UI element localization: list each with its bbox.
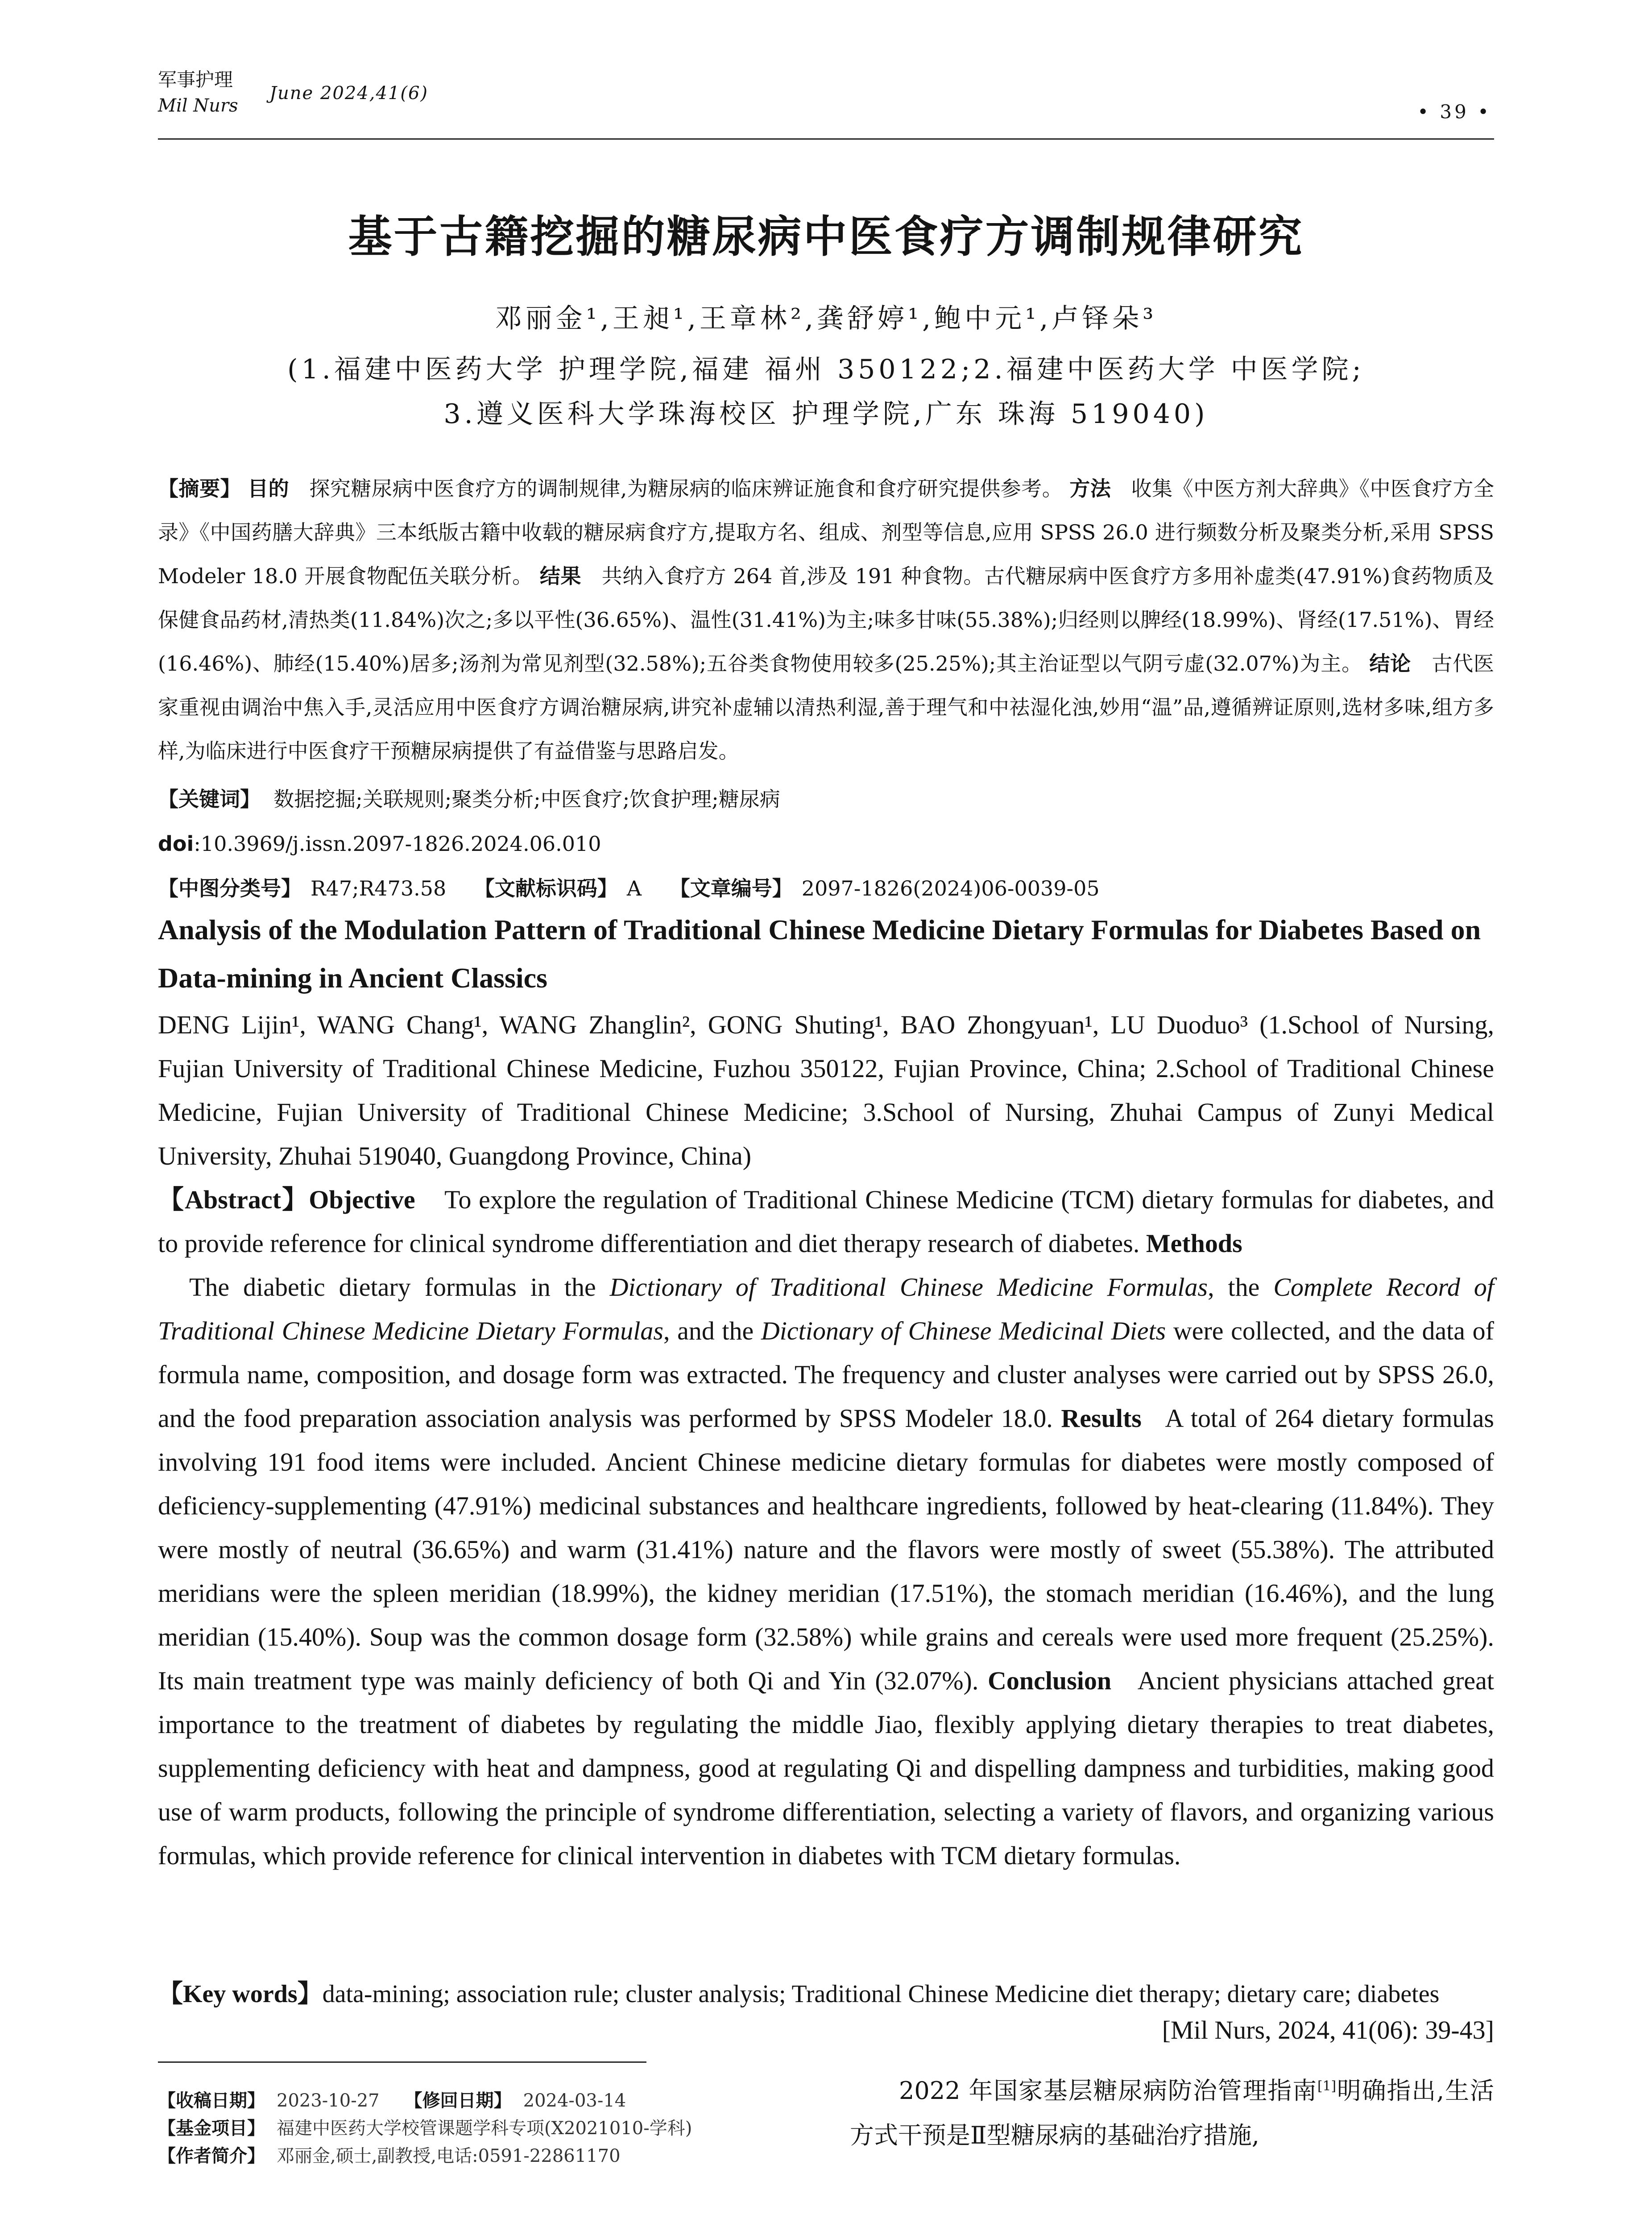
body-text-a: 2022 年国家基层糖尿病防治管理指南 [899, 2077, 1317, 2105]
author-bio-label: 【作者简介】 [158, 2146, 265, 2166]
received-label: 【收稿日期】 [158, 2090, 265, 2111]
affiliation-cn-line-2: 3.遵义医科大学珠海校区 护理学院,广东 珠海 519040) [443, 398, 1209, 430]
methods-cn-text: 收集《中医方剂大辞典》《中医食疗方全录》《中国药膳大辞典》三本纸版古籍中收载的糖尿病食疗方,提取方名、组成、剂型等信息,应用 SPSS 26.0 进行频数分析及聚类分析,采用 SPSS Modeler 18.0 开展食物配伍关联分析。 [158, 477, 1495, 588]
article-title-cn: 基于古籍挖掘的糖尿病中医食疗方调制规律研究 [348, 211, 1304, 262]
keywords-cn-text: 数据挖掘;关联规则;聚类分析;中医食疗;饮食护理;糖尿病 [273, 787, 780, 811]
methods-cn-label: 方法 [1069, 477, 1111, 501]
keywords-en-label: 【Key words】 [158, 1980, 323, 2008]
conclusion-cn-label: 结论 [1369, 651, 1412, 676]
authors-cn: 邓丽金¹,王昶¹,王章林²,龚舒婷¹,鲍中元¹,卢铎朵³ [495, 303, 1157, 334]
revised-label: 【修回日期】 [404, 2090, 512, 2111]
abstract-en [158, 1178, 1494, 1878]
methods-en-text-4: were collected, and the data of formula name, composition, and dosage form was extracted. The frequency and cluster analyses were carried out by SPSS 26.0, and the food preparation association analysis was performed by SPSS Modeler 18.0. [158, 1316, 1494, 1433]
doi-value: :10.3969/j.issn.2097-1826.2024.06.010 [194, 832, 601, 856]
results-en-text: A total of 264 dietary formulas involving 191 food items were included. Ancient Chinese medicine dietary formulas for diabetes were mostly composed of deficiency-supplementing (47.91%) medicinal substances and healthcare ingredients, followed by heat-clearing (11.84%). They were mostly of neutral (36.65%) and warm (31.41%) nature and the flavors were mostly of sweet (55.38%). The attributed meridians were the spleen meridian (18.99%), the kidney meridian (17.51%), the stomach meridian (16.46%), and the lung meridian (15.40%). Soup was the common dosage form (32.58%) while grains and cereals were used more frequent (25.25%). Its main treatment type was mainly deficiency of both Qi and Yin (32.07%). [158, 1404, 1494, 1695]
methods-en-text-3: , and the [663, 1316, 761, 1345]
methods-en-text-1: The diabetic dietary formulas in the [189, 1273, 610, 1302]
classification-line [158, 867, 1494, 910]
page-number: • 39 • [1417, 101, 1491, 123]
journal-name-cn: 军事护理 [158, 69, 233, 91]
authors-affiliations-en: DENG Lijin¹, WANG Chang¹, WANG Zhanglin², GONG Shuting¹, BAO Zhongyuan¹, LU Duoduo³ (1.School of Nursing, Fujian University of Traditional Chinese Medicine, Fuzhou 350122, Fujian Province, China; 2.School of Traditional Chinese Medicine, Fujian University of Traditional Chinese Medicine; 3.School of Nursing, Zhuhai Campus of Zunyi Medical University, Zhuhai 519040, Guangdong Province, China) [158, 1010, 1494, 1170]
objective-cn-label: 目的 [248, 477, 290, 501]
methods-en-text-2: , the [1208, 1273, 1274, 1302]
abstract-cn [158, 467, 1494, 773]
article-no-value: 2097-1826(2024)06-0039-05 [801, 876, 1100, 900]
body-text-b: 明确指出,生活方式干预是Ⅱ型糖尿病的基础治疗措施, [850, 2077, 1494, 2149]
footnote-rule [158, 2061, 646, 2063]
journal-name-en: Mil Nurs [158, 95, 238, 116]
affiliation-cn-line-1: (1.福建中医药大学 护理学院,福建 福州 350122;2.福建中医药大学 中医学院; [287, 354, 1365, 385]
results-en-label: Results [1061, 1404, 1142, 1433]
conclusion-en-text: Ancient physicians attached great importance to the treatment of diabetes by regulating the middle Jiao, flexibly applying dietary therapies to treat diabetes, supplementing deficiency with heat and dampness, good at regulating Qi and dispelling dampness and turbidities, making good use of warm products, following the principle of syndrome differentiation, selecting a variety of flavors, and organizing various formulas, which provide reference for clinical intervention in diabetes with TCM dietary formulas. [158, 1666, 1494, 1870]
clc-label: 【中图分类号】 [158, 876, 302, 900]
footnote-fund [158, 2116, 692, 2141]
fund-label: 【基金项目】 [158, 2118, 265, 2139]
methods-en-paragraph [158, 1265, 1494, 1878]
running-header-journal [158, 67, 238, 119]
article-title-en: Analysis of the Modulation Pattern of Traditional Chinese Medicine Dietary Formulas for Diabetes Based on Data-mining in Ancient Classics [158, 914, 1481, 994]
results-cn-text: 共纳入食疗方 264 首,涉及 191 种食物。古代糖尿病中医食疗方多用补虚类(47.91%)食药物质及保健食品药材,清热类(11.84%)次之;多以平性(36.65%)、温性(31.41%)为主;味多甘味(55.38%);归经则以脾经(18.99%)、肾经(17.51%)、胃经(16.46%)、肺经(15.40%)居多;汤剂为常见剂型(32.58%);五谷类食物使用较多(25.25%);其主治证型以气阴亏虚(32.07%)为主。 [158, 564, 1495, 676]
issue-info: June 2024,41(6) [269, 83, 429, 104]
keywords-cn [158, 777, 1494, 821]
conclusion-en-label: Conclusion [987, 1666, 1112, 1695]
abstract-cn-label: 【摘要】 [158, 477, 241, 501]
header-rule [158, 138, 1494, 140]
book-title-2: Complete Record of Traditional Chinese Medicine Dietary Formulas [158, 1273, 1494, 1345]
book-title-1: Dictionary of Traditional Chinese Medicine Formulas [609, 1273, 1208, 1302]
doc-code-label: 【文献标识码】 [474, 876, 618, 900]
keywords-en-text: data-mining; association rule; cluster analysis; Traditional Chinese Medicine diet therapy; dietary care; diabetes [322, 1980, 1440, 2008]
methods-en-label: Methods [1146, 1229, 1242, 1258]
footnote-dates [158, 2088, 626, 2113]
keywords-en [158, 1972, 1494, 2016]
objective-cn-text: 探究糖尿病中医食疗方的调制规律,为糖尿病的临床辨证施食和食疗研究提供参考。 [309, 477, 1063, 501]
abstract-en-label: 【Abstract】 [158, 1185, 309, 1214]
keywords-cn-label: 【关键词】 [158, 787, 261, 811]
doi-line [158, 822, 1494, 866]
received-date: 2023-10-27 [277, 2090, 380, 2111]
results-cn-label: 结果 [539, 564, 582, 588]
doc-code-value: A [626, 876, 642, 900]
objective-en-text: To explore the regulation of Traditional Chinese Medicine (TCM) dietary formulas for diabetes, and to provide reference for clinical syndrome differentiation and diet therapy research of diabetes. [158, 1185, 1495, 1258]
clc-value: R47;R473.58 [311, 876, 447, 900]
doi-label: doi [158, 832, 194, 856]
book-title-3: Dictionary of Chinese Medicinal Diets [761, 1316, 1166, 1345]
fund-text: 福建中医药大学校管课题学科专项(X2021010-学科) [277, 2118, 692, 2139]
body-paragraph-1 [850, 2069, 1494, 2158]
objective-en-label: Objective [309, 1185, 415, 1214]
conclusion-cn-text: 古代医家重视由调治中焦入手,灵活应用中医食疗方调治糖尿病,讲究补虚辅以清热利湿,善于理气和中祛湿化浊,妙用“温”品,遵循辨证原则,选材多味,组方多样,为临床进行中医食疗干预糖尿病提供了有益借鉴与思路启发。 [158, 651, 1495, 763]
author-bio-text: 邓丽金,硕士,副教授,电话:0591-22861170 [277, 2146, 621, 2166]
article-no-label: 【文章编号】 [669, 876, 793, 900]
citation: [Mil Nurs, 2024, 41(06): 39-43] [1162, 2015, 1494, 2044]
revised-date: 2024-03-14 [523, 2090, 626, 2111]
reference-marker: [1] [1317, 2078, 1337, 2094]
footnote-author [158, 2144, 621, 2169]
